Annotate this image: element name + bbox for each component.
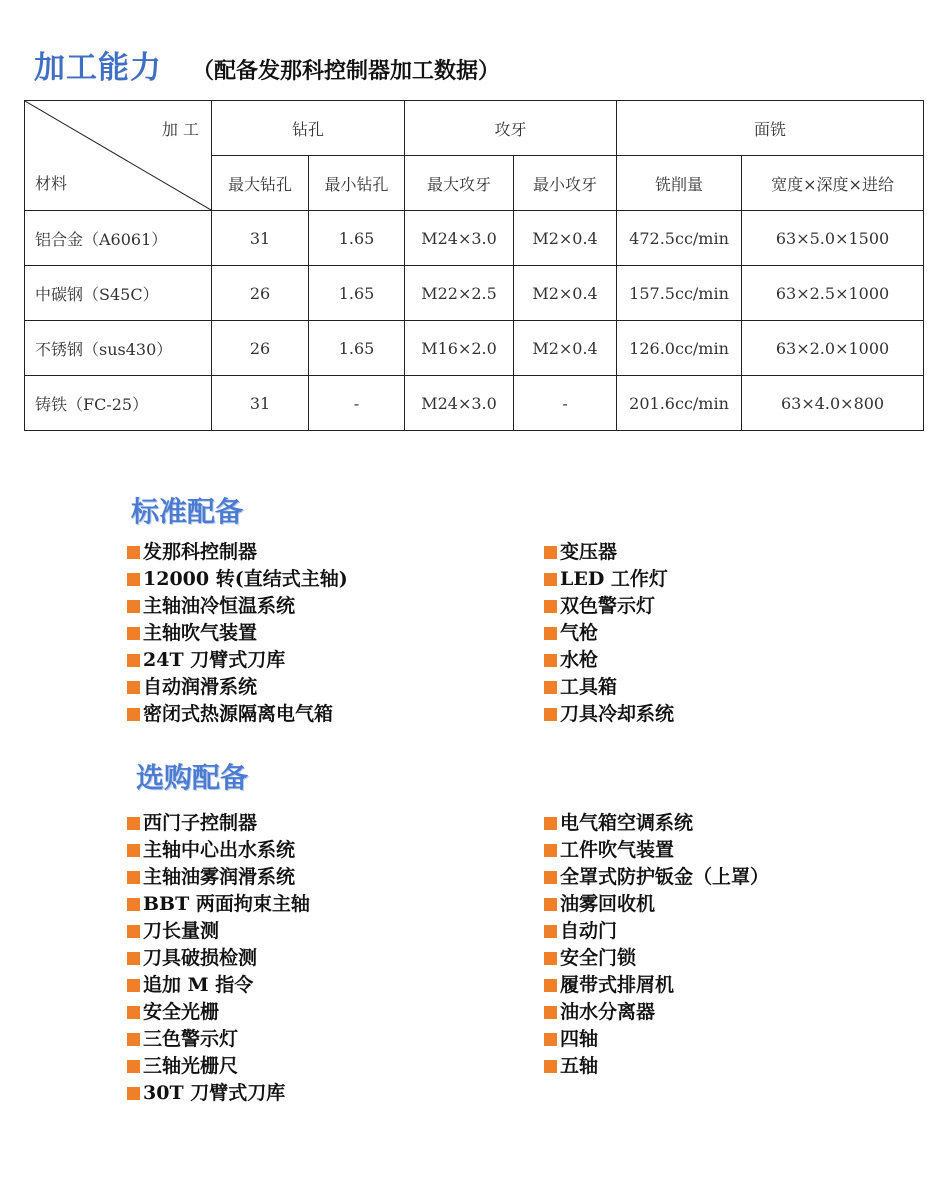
orange-square-bullet-icon <box>544 708 557 721</box>
orange-square-bullet-icon <box>544 844 557 857</box>
list-item <box>127 539 348 566</box>
list-item <box>544 999 769 1026</box>
list-item-label: 水枪 <box>560 649 599 671</box>
list-item <box>127 891 310 918</box>
value-cell: - <box>514 376 617 431</box>
list-item <box>127 593 348 620</box>
orange-square-bullet-icon <box>127 1006 140 1019</box>
table-header-row <box>25 101 924 156</box>
orange-square-bullet-icon <box>127 708 140 721</box>
corner-label-process: 加 工 <box>161 120 199 139</box>
list-item-label: 三色警示灯 <box>143 1028 239 1050</box>
list-item-label: 主轴油雾润滑系统 <box>143 866 296 888</box>
value-cell: 63×4.0×800 <box>742 376 924 431</box>
orange-square-bullet-icon <box>544 817 557 830</box>
optional-equipment-title: 选购配备 <box>136 761 249 794</box>
list-item-label: 电气箱空调系统 <box>560 812 694 834</box>
column-header: 最大攻牙 <box>405 156 514 211</box>
orange-square-bullet-icon <box>127 573 140 586</box>
value-cell: M24×3.0 <box>405 376 514 431</box>
list-item-label: LED 工作灯 <box>560 568 668 590</box>
value-cell: 31 <box>212 376 309 431</box>
list-item <box>127 566 348 593</box>
column-header: 最小钻孔 <box>309 156 405 211</box>
header <box>34 42 500 87</box>
orange-square-bullet-icon <box>544 627 557 640</box>
list-item-label: 三轴光栅尺 <box>143 1055 239 1077</box>
list-item <box>544 674 674 701</box>
value-cell: 157.5cc/min <box>617 266 742 321</box>
list-item <box>127 999 310 1026</box>
corner-label-material: 材料 <box>35 174 68 193</box>
orange-square-bullet-icon <box>544 871 557 884</box>
value-cell: 1.65 <box>309 211 405 266</box>
list-item-label: 刀具冷却系统 <box>560 703 675 725</box>
orange-square-bullet-icon <box>127 871 140 884</box>
orange-square-bullet-icon <box>127 1087 140 1100</box>
column-header: 宽度×深度×进给 <box>742 156 924 211</box>
value-cell: 63×2.0×1000 <box>742 321 924 376</box>
list-item-label: 履带式排屑机 <box>560 974 675 996</box>
list-item <box>127 945 310 972</box>
page-title: 加工能力 <box>34 50 162 86</box>
list-item <box>544 1053 769 1080</box>
value-cell: 31 <box>212 211 309 266</box>
value-cell: M2×0.4 <box>514 211 617 266</box>
value-cell: M2×0.4 <box>514 266 617 321</box>
list-item-label: 自动润滑系统 <box>143 676 258 698</box>
orange-square-bullet-icon <box>544 979 557 992</box>
list-item <box>127 810 310 837</box>
list-item <box>544 539 674 566</box>
list-item-label: 主轴油冷恒温系统 <box>143 595 296 617</box>
list-item-label: 主轴吹气装置 <box>143 622 258 644</box>
list-item <box>544 945 769 972</box>
list-item-label: 变压器 <box>560 541 618 563</box>
value-cell: 63×2.5×1000 <box>742 266 924 321</box>
list-item-label: 双色警示灯 <box>560 595 656 617</box>
orange-square-bullet-icon <box>127 925 140 938</box>
list-item-label: 四轴 <box>560 1028 599 1050</box>
list-item-label: 刀具破损检测 <box>143 947 258 969</box>
orange-square-bullet-icon <box>544 952 557 965</box>
material-cell: 不锈钢（sus430） <box>25 321 212 376</box>
list-item <box>544 647 674 674</box>
standard-equipment-title: 标准配备 <box>131 495 244 528</box>
value-cell: 1.65 <box>309 321 405 376</box>
list-item <box>127 674 348 701</box>
list-item-label: 全罩式防护钣金（上罩） <box>560 866 770 888</box>
orange-square-bullet-icon <box>127 681 140 694</box>
list-item <box>544 566 674 593</box>
list-item-label: 30T 刀臂式刀库 <box>143 1082 286 1104</box>
list-item <box>127 918 310 945</box>
list-item <box>127 1026 310 1053</box>
table-row <box>25 266 924 321</box>
orange-square-bullet-icon <box>127 952 140 965</box>
value-cell: 472.5cc/min <box>617 211 742 266</box>
list-item-label: 自动门 <box>560 920 618 942</box>
value-cell: 63×5.0×1500 <box>742 211 924 266</box>
list-item <box>127 647 348 674</box>
value-cell: M16×2.0 <box>405 321 514 376</box>
value-cell: M2×0.4 <box>514 321 617 376</box>
list-item-label: 五轴 <box>560 1055 599 1077</box>
group-header-face-milling: 面铣 <box>617 101 924 156</box>
value-cell: M22×2.5 <box>405 266 514 321</box>
list-item-label: 发那科控制器 <box>143 541 258 563</box>
orange-square-bullet-icon <box>127 1033 140 1046</box>
list-item <box>127 620 348 647</box>
list-item <box>544 620 674 647</box>
orange-square-bullet-icon <box>127 979 140 992</box>
orange-square-bullet-icon <box>127 546 140 559</box>
orange-square-bullet-icon <box>544 600 557 613</box>
orange-square-bullet-icon <box>544 1006 557 1019</box>
material-cell: 中碳钢（S45C） <box>25 266 212 321</box>
orange-square-bullet-icon <box>127 654 140 667</box>
standard-equipment-list-right <box>544 539 674 728</box>
value-cell: 26 <box>212 321 309 376</box>
orange-square-bullet-icon <box>544 681 557 694</box>
orange-square-bullet-icon <box>544 573 557 586</box>
orange-square-bullet-icon <box>127 898 140 911</box>
orange-square-bullet-icon <box>127 817 140 830</box>
list-item-label: BBT 两面拘束主轴 <box>143 893 310 915</box>
list-item <box>127 837 310 864</box>
list-item-label: 刀长量测 <box>143 920 220 942</box>
orange-square-bullet-icon <box>544 546 557 559</box>
list-item <box>127 1053 310 1080</box>
orange-square-bullet-icon <box>127 600 140 613</box>
list-item <box>544 593 674 620</box>
list-item <box>544 918 769 945</box>
list-item <box>544 837 769 864</box>
list-item-label: 工件吹气装置 <box>560 839 675 861</box>
list-item-label: 安全光栅 <box>143 1001 220 1023</box>
list-item-label: 12000 转(直结式主轴) <box>143 568 348 590</box>
list-item <box>127 972 310 999</box>
group-header-drilling: 钻孔 <box>212 101 405 156</box>
list-item-label: 气枪 <box>560 622 599 644</box>
value-cell: 201.6cc/min <box>617 376 742 431</box>
optional-equipment-list-right <box>544 810 769 1080</box>
list-item <box>544 810 769 837</box>
value-cell: 126.0cc/min <box>617 321 742 376</box>
table-row <box>25 211 924 266</box>
list-item-label: 安全门锁 <box>560 947 637 969</box>
list-item <box>544 1026 769 1053</box>
list-item <box>544 701 674 728</box>
orange-square-bullet-icon <box>544 654 557 667</box>
list-item-label: 密闭式热源隔离电气箱 <box>143 703 334 725</box>
orange-square-bullet-icon <box>127 627 140 640</box>
material-cell: 铝合金（A6061） <box>25 211 212 266</box>
value-cell: - <box>309 376 405 431</box>
standard-equipment-list-left <box>127 539 348 728</box>
orange-square-bullet-icon <box>544 898 557 911</box>
list-item <box>127 1080 310 1107</box>
orange-square-bullet-icon <box>127 844 140 857</box>
page-subtitle: （配备发那科控制器加工数据） <box>192 58 501 84</box>
list-item-label: 追加 M 指令 <box>143 974 254 996</box>
orange-square-bullet-icon <box>544 1033 557 1046</box>
list-item-label: 工具箱 <box>560 676 618 698</box>
value-cell: 26 <box>212 266 309 321</box>
orange-square-bullet-icon <box>544 925 557 938</box>
list-item-label: 油雾回收机 <box>560 893 656 915</box>
value-cell: M24×3.0 <box>405 211 514 266</box>
list-item-label: 主轴中心出水系统 <box>143 839 296 861</box>
list-item <box>127 701 348 728</box>
table-row <box>25 321 924 376</box>
orange-square-bullet-icon <box>544 1060 557 1073</box>
material-cell: 铸铁（FC-25） <box>25 376 212 431</box>
list-item <box>544 864 769 891</box>
list-item-label: 油水分离器 <box>560 1001 656 1023</box>
list-item <box>127 864 310 891</box>
table-corner-cell <box>25 101 212 211</box>
machining-capability-table <box>24 100 924 431</box>
orange-square-bullet-icon <box>127 1060 140 1073</box>
table-row <box>25 376 924 431</box>
list-item-label: 24T 刀臂式刀库 <box>143 649 286 671</box>
optional-equipment-list-left <box>127 810 310 1107</box>
column-header: 最大钻孔 <box>212 156 309 211</box>
value-cell: 1.65 <box>309 266 405 321</box>
list-item-label: 西门子控制器 <box>143 812 258 834</box>
group-header-tapping: 攻牙 <box>405 101 617 156</box>
list-item <box>544 891 769 918</box>
column-header: 铣削量 <box>617 156 742 211</box>
column-header: 最小攻牙 <box>514 156 617 211</box>
list-item <box>544 972 769 999</box>
